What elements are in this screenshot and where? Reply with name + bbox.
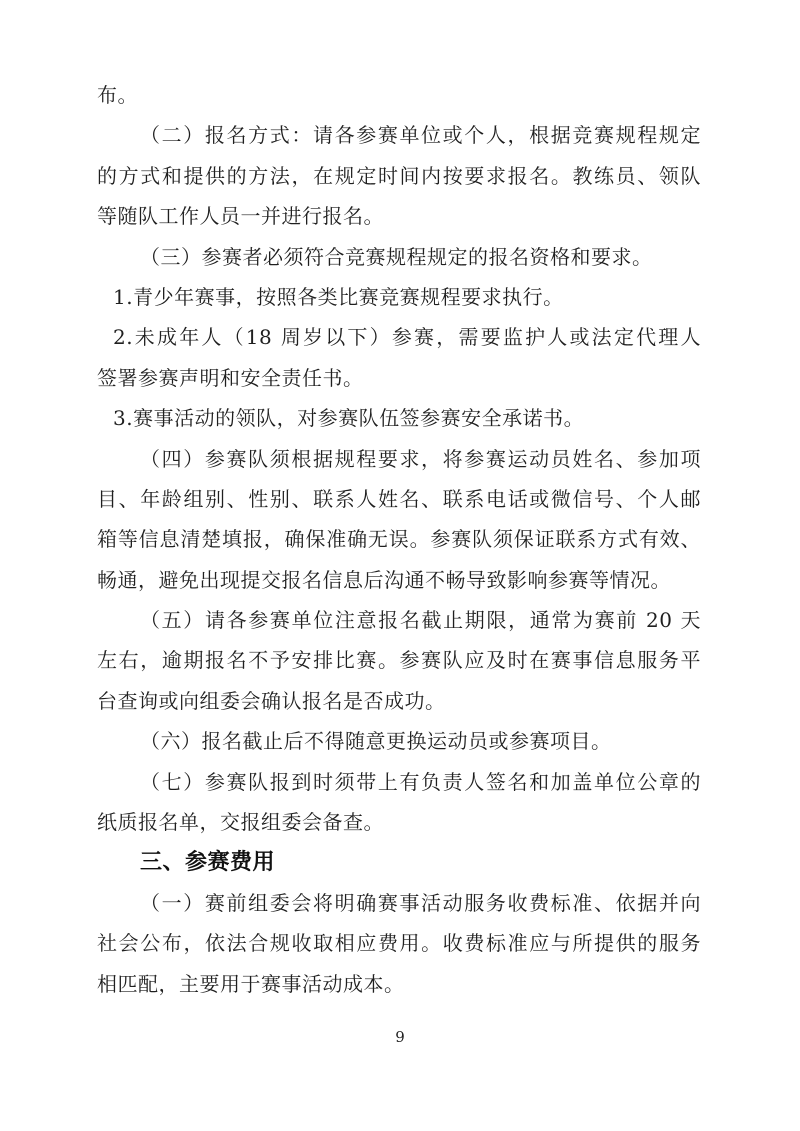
text-line: （一）赛前组委会将明确赛事活动服务收费标准、依据并向 xyxy=(140,890,701,915)
page-number: 9 xyxy=(395,1028,405,1046)
text-line: 纸质报名单，交报组委会备查。 xyxy=(97,810,384,835)
text-line: 台查询或向组委会确认报名是否成功。 xyxy=(97,688,446,713)
text-line: 1.青少年赛事，按照各类比赛竞赛规程要求执行。 xyxy=(113,284,564,309)
text-line: （二）报名方式：请各参赛单位或个人，根据竞赛规程规定 xyxy=(140,123,701,148)
paragraph xyxy=(97,237,701,277)
text-line: （四）参赛队须根据规程要求，将参赛运动员姓名、参加项 xyxy=(140,446,701,471)
paragraph xyxy=(97,75,701,115)
text-line: （七）参赛队报到时须带上有负责人签名和加盖单位公章的 xyxy=(140,769,701,794)
section-heading xyxy=(97,842,701,882)
paragraph xyxy=(97,600,701,721)
paragraph xyxy=(97,762,701,843)
text-line: 左右，逾期报名不予安排比赛。参赛队应及时在赛事信息服务平 xyxy=(97,648,701,673)
text-line: 等随队工作人员一并进行报名。 xyxy=(97,204,384,229)
paragraph xyxy=(97,439,701,601)
text-line: 目、年龄组别、性别、联系人姓名、联系电话或微信号、个人邮 xyxy=(97,486,701,511)
paragraph xyxy=(97,398,701,438)
text-line: 签署参赛声明和安全责任书。 xyxy=(97,365,364,390)
text-line: 相匹配，主要用于赛事活动成本。 xyxy=(97,971,405,996)
text-line: （三）参赛者必须符合竞赛规程规定的报名资格和要求。 xyxy=(140,244,653,269)
paragraph xyxy=(97,277,701,317)
paragraph xyxy=(97,317,701,398)
text-line: 箱等信息清楚填报，确保准确无误。参赛队须保证联系方式有效、 xyxy=(97,527,701,552)
text-line: 社会公布，依法合规收取相应费用。收费标准应与所提供的服务 xyxy=(97,931,701,956)
text-line: 2.未成年人（18 周岁以下）参赛，需要监护人或法定代理人 xyxy=(113,325,701,350)
text-line: 布。 xyxy=(97,83,138,107)
text-line: 畅通，避免出现提交报名信息后沟通不畅导致影响参赛等情况。 xyxy=(97,567,671,592)
text-line: 的方式和提供的方法，在规定时间内按要求报名。教练员、领队 xyxy=(97,163,701,188)
text-line: 3.赛事活动的领队，对参赛队伍签参赛安全承诺书。 xyxy=(113,406,585,431)
document-body xyxy=(97,75,701,1004)
paragraph xyxy=(97,115,701,236)
text-line: （六）报名截止后不得随意更换运动员或参赛项目。 xyxy=(140,729,612,754)
paragraph xyxy=(97,883,701,1004)
paragraph xyxy=(97,721,701,761)
text-line: 三、参赛费用 xyxy=(140,849,276,876)
text-line: （五）请各参赛单位注意报名截止期限，通常为赛前 20 天 xyxy=(140,608,701,633)
